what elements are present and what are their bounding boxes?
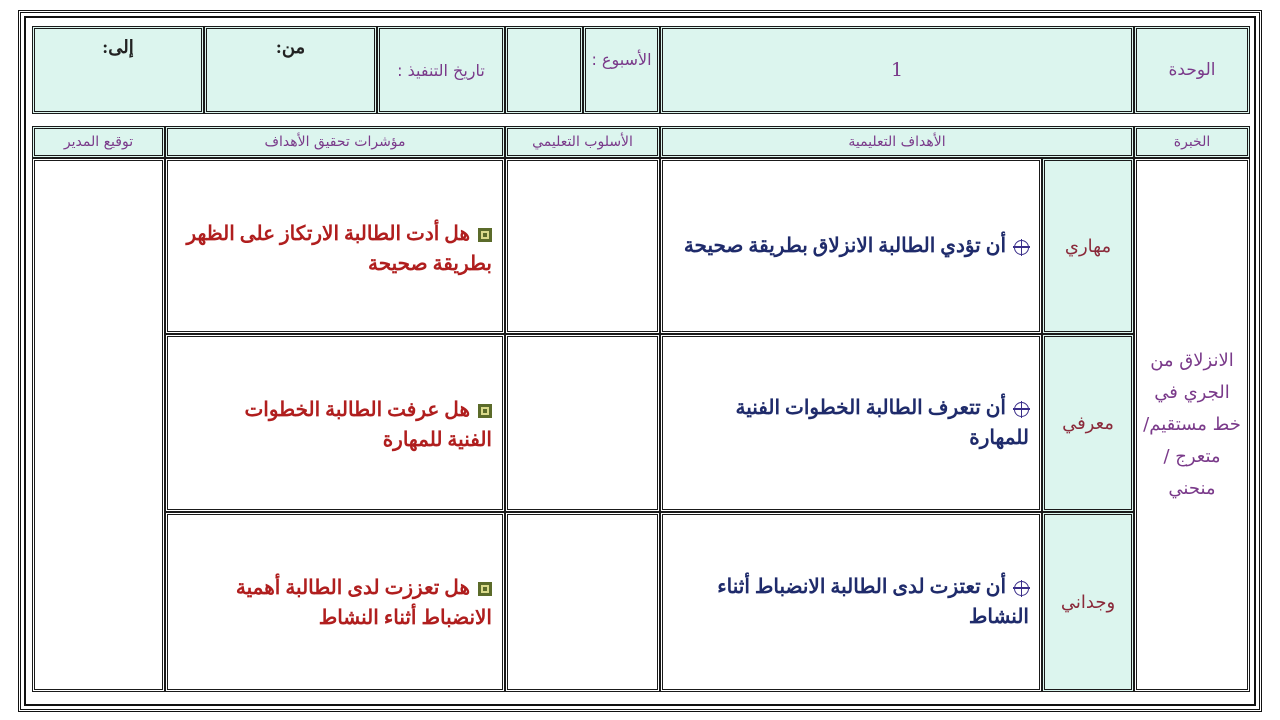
- indicator-cell-1: [165, 158, 505, 334]
- objective-cell-1: [660, 158, 1042, 334]
- from-label: من:: [275, 37, 306, 57]
- domain-cell-skill: [1042, 158, 1134, 334]
- header-principal: [32, 126, 165, 158]
- indicator-1-text: هل أدت الطالبة الارتكاز على الظهر بطريقة صحيحة: [186, 223, 492, 275]
- objective-3: [699, 572, 1029, 632]
- objective-1: [684, 231, 1029, 261]
- unit-value-cell: [660, 26, 1134, 114]
- crosshair-bullet-icon: [1014, 402, 1029, 417]
- to-label: إلى:: [102, 37, 134, 57]
- method-cell-2: [505, 334, 660, 512]
- objective-cell-2: [660, 334, 1042, 512]
- header-experience-text: الخبرة: [1173, 134, 1211, 150]
- unit-label-cell: [1134, 26, 1250, 114]
- indicator-2-text: هل عرفت الطالبة الخطوات الفنية للمهارة: [244, 399, 492, 451]
- indicator-1: [182, 219, 492, 279]
- indicator-3: [202, 573, 492, 633]
- objective-cell-3: [660, 512, 1042, 692]
- week-value-cell: [505, 26, 583, 114]
- objective-2-text: أن تتعرف الطالبة الخطوات الفنية للمهارة: [735, 397, 1029, 449]
- domain-skill: مهاري: [1064, 235, 1112, 257]
- crosshair-bullet-icon: [1014, 240, 1029, 255]
- indicator-2: [202, 395, 492, 455]
- method-cell-3: [505, 512, 660, 692]
- week-label-cell: [583, 26, 660, 114]
- indicator-3-text: هل تعززت لدى الطالبة أهمية الانضباط أثناء النشاط: [235, 577, 492, 629]
- square-bullet-icon: [478, 228, 492, 242]
- header-indicators: [165, 126, 505, 158]
- domain-affective: وجداني: [1060, 591, 1116, 613]
- to-cell: [32, 26, 204, 114]
- week-label: الأسبوع :: [591, 50, 652, 69]
- crosshair-bullet-icon: [1014, 581, 1029, 596]
- objective-2: [673, 393, 1029, 453]
- experience-cell: [1134, 158, 1250, 692]
- objective-3-text: أن تعتزت لدى الطالبة الانضباط أثناء النشاط: [717, 576, 1029, 628]
- principal-signature-cell: [32, 158, 165, 692]
- objective-1-text: أن تؤدي الطالبة الانزلاق بطريقة صحيحة: [683, 235, 1006, 257]
- header-experience: [1134, 126, 1250, 158]
- domain-cell-affective: [1042, 512, 1134, 692]
- indicator-cell-3: [165, 512, 505, 692]
- unit-label: الوحدة: [1168, 60, 1216, 80]
- experience-text: الانزلاق من الجري في خط مستقيم/متعرج / منحني: [1143, 350, 1241, 499]
- header-method: [505, 126, 660, 158]
- method-cell-1: [505, 158, 660, 334]
- from-cell: [204, 26, 377, 114]
- domain-cell-cognitive: [1042, 334, 1134, 512]
- header-objectives-text: الأهداف التعليمية: [848, 134, 946, 150]
- header-objectives: [660, 126, 1134, 158]
- domain-cognitive: معرفي: [1062, 412, 1114, 434]
- square-bullet-icon: [478, 582, 492, 596]
- header-method-text: الأسلوب التعليمي: [532, 134, 633, 150]
- indicator-cell-2: [165, 334, 505, 512]
- square-bullet-icon: [478, 404, 492, 418]
- exec-date-cell: [377, 26, 505, 114]
- unit-value: 1: [890, 59, 904, 81]
- header-principal-text: توقيع المدير: [63, 134, 134, 150]
- exec-date-label: تاريخ التنفيذ :: [397, 60, 485, 80]
- header-indicators-text: مؤشرات تحقيق الأهداف: [264, 134, 406, 150]
